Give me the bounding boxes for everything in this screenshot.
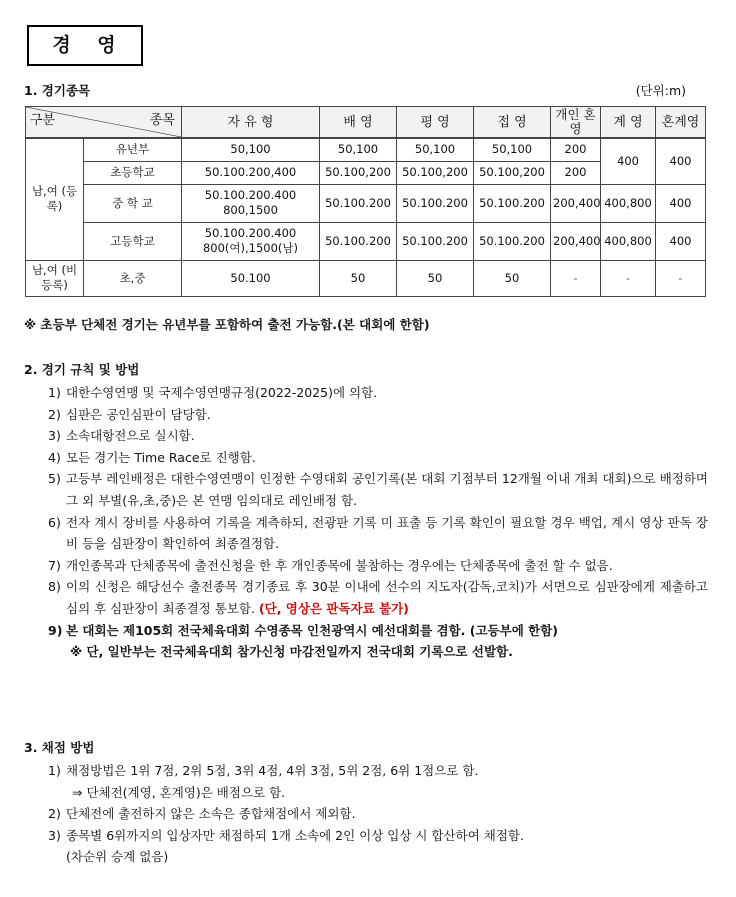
value-cell	[182, 184, 320, 222]
value-cell	[182, 222, 320, 260]
level-cell: 고등학교	[84, 222, 182, 260]
value-cell: 50.100,200	[474, 161, 551, 184]
list-item: 3) 종목별 6위까지의 입상자만 채점하되 1개 소속에 2인 이상 입상 시 합산하여 채점함. (차순위 승계 없음)	[48, 827, 524, 865]
level-cell: 중 학 교	[84, 184, 182, 222]
freestyle-line: 800(여),1500(남)	[202, 241, 299, 255]
header-category-event	[26, 107, 182, 139]
freestyle-line: 50.100.200.400	[204, 188, 297, 202]
header-freestyle: 자 유 형	[182, 107, 320, 139]
value-cell: 50.100.200	[397, 222, 474, 260]
level-cell: 유년부	[84, 138, 182, 161]
events-table	[25, 106, 706, 297]
list-item: 1) 채점방법은 1위 7점, 2위 5점, 3위 4점, 4위 3점, 5위 2점, 6위 1점으로 함. ⇒ 단체전(계영, 혼계영)은 배점으로 함.	[48, 763, 479, 800]
list-item: 1) 대한수영연맹 및 국제수영연맹규정(2022-2025)에 의함.	[48, 385, 378, 400]
value-cell: 50.100.200	[320, 222, 397, 260]
value-cell: 50.100.200	[320, 184, 397, 222]
rules-list	[48, 382, 708, 663]
header-individual-medley: 개인 혼영	[551, 107, 601, 139]
value-cell: 400	[656, 222, 706, 260]
value-cell: 200	[551, 161, 601, 184]
value-cell: -	[656, 260, 706, 296]
table-header-row	[26, 107, 706, 139]
list-item: 5) 고등부 레인배정은 대한수영연맹이 인정한 수영대회 공인기록(본 대회 기점부터 12개월 이내 개최 대회)으로 배정하며 그 외 부별(유,초,중)은 본 연맹 임의대로 레인배정 함.	[48, 471, 708, 508]
list-item: 8) 이의 신청은 해당선수 출전종목 경기종료 후 30분 이내에 선수의 지도자(감독,코치)가 서면으로 심판장에게 제출하고 심의 후 심판장이 최종결정 통보함. (단, 영상은 판독자료 불가)	[48, 579, 708, 616]
value-cell: 50.100.200	[397, 184, 474, 222]
list-item: 6) 전자 계시 장비를 사용하여 기록을 계측하되, 전광판 기록 미 표출 등 기록 확인이 필요할 경우 백업, 계시 영상 판독 장비 등을 심판장이 확인하여 최종결정함.	[48, 514, 708, 552]
section1-heading: 1. 경기종목	[24, 83, 91, 98]
header-backstroke: 배 영	[320, 107, 397, 139]
value-cell: 50	[474, 260, 551, 296]
list-item: 2) 심판은 공인심판이 담당함.	[48, 406, 211, 422]
value-cell: 50.100.200,400	[182, 161, 320, 184]
header-category: 구분	[30, 113, 56, 128]
value-cell: 50.100.200	[474, 222, 551, 260]
header-event: 종목	[149, 113, 175, 128]
value-cell: 50.100.200	[474, 184, 551, 222]
value-cell: 50,100	[320, 138, 397, 161]
group-unregistered: 남,여 (비등록)	[26, 260, 84, 296]
freestyle-line: 800,1500	[223, 203, 278, 217]
value-cell: 400,800	[601, 184, 656, 222]
freestyle-line: 50.100.200.400	[204, 226, 297, 240]
list-item: 4) 모든 경기는 Time Race로 진행함.	[48, 449, 256, 465]
value-cell: -	[551, 260, 601, 296]
table-row	[26, 260, 706, 296]
table-row	[26, 138, 706, 161]
value-cell: 400	[656, 184, 706, 222]
value-cell: 200	[551, 138, 601, 161]
value-cell: 50	[320, 260, 397, 296]
list-item: 9) 본 대회는 제105회 전국체육대회 수영종목 인천광역시 예선대회를 겸함. (고등부에 한함) ※ 단, 일반부는 전국체육대회 참가신청 마감전일까지 전국대회 기록으로 선발함.	[48, 622, 558, 660]
unit-label: (단위:m)	[635, 83, 686, 98]
section3-heading: 3. 채점 방법	[24, 740, 95, 755]
header-butterfly: 접 영	[474, 107, 551, 139]
value-cell: 400	[601, 138, 656, 184]
header-breaststroke: 평 영	[397, 107, 474, 139]
value-cell: 50.100	[182, 260, 320, 296]
group-registered: 남,여 (등록)	[26, 138, 84, 260]
value-cell: -	[601, 260, 656, 296]
page-title: 경 영	[27, 25, 143, 66]
section2-heading: 2. 경기 규칙 및 방법	[24, 362, 140, 377]
value-cell: 200,400	[551, 184, 601, 222]
table-row	[26, 222, 706, 260]
value-cell: 50,100	[397, 138, 474, 161]
value-cell: 400	[656, 138, 706, 184]
value-cell: 50.100,200	[320, 161, 397, 184]
table-note: ※ 초등부 단체전 경기는 유년부를 포함하여 출전 가능함.(본 대회에 한함)	[24, 317, 430, 332]
list-item: 2) 단체전에 출전하지 않은 소속은 종합채점에서 제외함.	[48, 806, 356, 822]
value-cell: 50,100	[474, 138, 551, 161]
red-note: (단, 영상은 판독자료 불가)	[258, 600, 409, 616]
value-cell: 50,100	[182, 138, 320, 161]
list-item: 3) 소속대항전으로 실시함.	[48, 428, 195, 444]
header-free-relay: 계 영	[601, 107, 656, 139]
list-item: 7) 개인종목과 단체종목에 출전신청을 한 후 개인종목에 불참하는 경우에는 단체종목에 출전 할 수 없음.	[48, 557, 613, 573]
table-row	[26, 184, 706, 222]
scoring-list	[48, 760, 708, 868]
header-medley-relay: 혼계영	[656, 107, 706, 139]
value-cell: 400,800	[601, 222, 656, 260]
value-cell: 50	[397, 260, 474, 296]
level-cell: 초등학교	[84, 161, 182, 184]
value-cell: 50.100,200	[397, 161, 474, 184]
value-cell: 200,400	[551, 222, 601, 260]
level-cell: 초,중	[84, 260, 182, 296]
